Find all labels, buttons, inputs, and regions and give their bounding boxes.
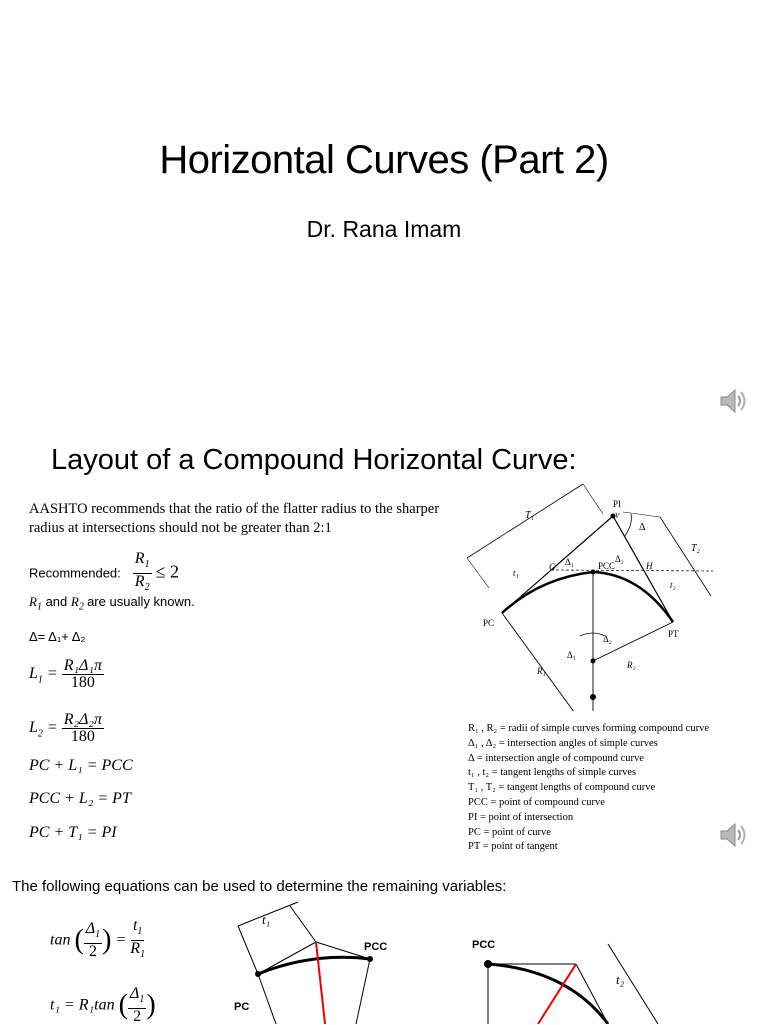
equations-slide bbox=[0, 864, 768, 1024]
label-delta: Δ bbox=[639, 522, 646, 533]
label-h: H bbox=[646, 561, 653, 571]
delta-equation: Δ= Δ₁+ Δ₂ bbox=[29, 629, 86, 644]
slide-title: Layout of a Compound Horizontal Curve: bbox=[51, 444, 577, 476]
label-t2: t₂ bbox=[670, 580, 676, 590]
label-pcc: PCC bbox=[472, 939, 496, 951]
known-text: are usually known. bbox=[87, 594, 195, 609]
pc-t1-equation: PC + T₁ = PI bbox=[29, 824, 117, 841]
aashto-text: AASHTO recommends that the ratio of the flatter radius to the sharper radius at intersections should not be greater than 2:1 bbox=[29, 501, 440, 536]
label-pcc: PCC bbox=[364, 941, 388, 953]
compound-curve-diagram bbox=[455, 476, 755, 711]
label-pcc: PCC bbox=[598, 561, 616, 571]
slide-author: Dr. Rana Imam bbox=[306, 216, 462, 242]
label-delta2-top: Δ₂ bbox=[615, 554, 624, 564]
label-pi: PI bbox=[613, 499, 622, 509]
pcc-pt-diagram bbox=[468, 934, 668, 1024]
recommended-label: Recommended: bbox=[29, 565, 121, 581]
ratio-fraction: $\frac{R_1}{R_2}$ bbox=[134, 550, 150, 594]
label-g: G bbox=[549, 562, 556, 572]
label-delta1-bottom: Δ₁ bbox=[567, 650, 576, 660]
legend-item: R₁ , R₂ = radii of simple curves forming compound curve bbox=[468, 723, 709, 734]
label-pc: PC bbox=[234, 1001, 250, 1013]
label-r2: R₂ bbox=[627, 660, 636, 670]
tan-equation: tan ( $\frac{\Delta_1}{2}$ ) = $\frac{t_1}{R_1}$ bbox=[50, 917, 146, 961]
pc-pcc-diagram bbox=[228, 894, 408, 1024]
legend-item: Δ = intersection angle of compound curve bbox=[468, 752, 644, 764]
label-pc: PC bbox=[483, 618, 495, 628]
label-T1: T₁ bbox=[525, 510, 535, 521]
label-t1: t₁ bbox=[262, 912, 271, 927]
label-v: V bbox=[615, 512, 620, 520]
layout-slide bbox=[0, 432, 768, 864]
legend-item: Δ₁ , Δ₂ = intersection angles of simple curves bbox=[468, 737, 658, 749]
recommended-equation bbox=[29, 551, 179, 596]
t1-equation: t₁ = R₁tan ( $\frac{\Delta_1}{2}$ ) bbox=[50, 985, 156, 1025]
slide-title: The following equations can be used to determine the remaining variables: bbox=[12, 878, 507, 895]
known-statement: $R_1$ and $R_2$ are usually known. bbox=[29, 594, 195, 613]
legend bbox=[468, 722, 709, 855]
speaker-icon[interactable] bbox=[718, 820, 748, 850]
l2-equation: $L_2$ = $\frac{\text{R₂Δ₂π}}{180}$ bbox=[29, 711, 103, 745]
label-t1: t₁ bbox=[513, 568, 519, 578]
legend-item: t₁ , t₂ = tangent lengths of simple curves bbox=[468, 767, 637, 779]
pc-l1-equation: PC + L₁ = PCC bbox=[29, 757, 133, 774]
label-delta1-top: Δ₁ bbox=[565, 557, 574, 567]
label-pt: PT bbox=[668, 629, 679, 639]
slide-title: Horizontal Curves (Part 2) bbox=[159, 138, 609, 182]
legend-item: PT = point of tangent bbox=[468, 841, 558, 853]
pcc-l2-equation: PCC + L₂ = PT bbox=[29, 790, 131, 807]
label-delta2-bottom: Δ₂ bbox=[603, 634, 612, 644]
legend-item: T₁ , T₂ = tangent lengths of compound curve bbox=[468, 782, 656, 794]
l1-equation: $L_1$ = $\frac{\text{R₁Δ₁π}}{180}$ bbox=[29, 657, 103, 691]
label-T2: T₂ bbox=[691, 543, 701, 554]
speaker-icon[interactable] bbox=[718, 386, 748, 416]
legend-item: PI = point of intersection bbox=[468, 811, 574, 823]
label-t2: t₂ bbox=[616, 972, 625, 987]
legend-item: PCC = point of compound curve bbox=[468, 796, 605, 808]
title-slide bbox=[0, 0, 768, 432]
recommended-rhs: ≤ 2 bbox=[155, 561, 179, 582]
legend-item: PC = point of curve bbox=[468, 826, 551, 838]
label-r1: R₁ bbox=[537, 666, 546, 676]
